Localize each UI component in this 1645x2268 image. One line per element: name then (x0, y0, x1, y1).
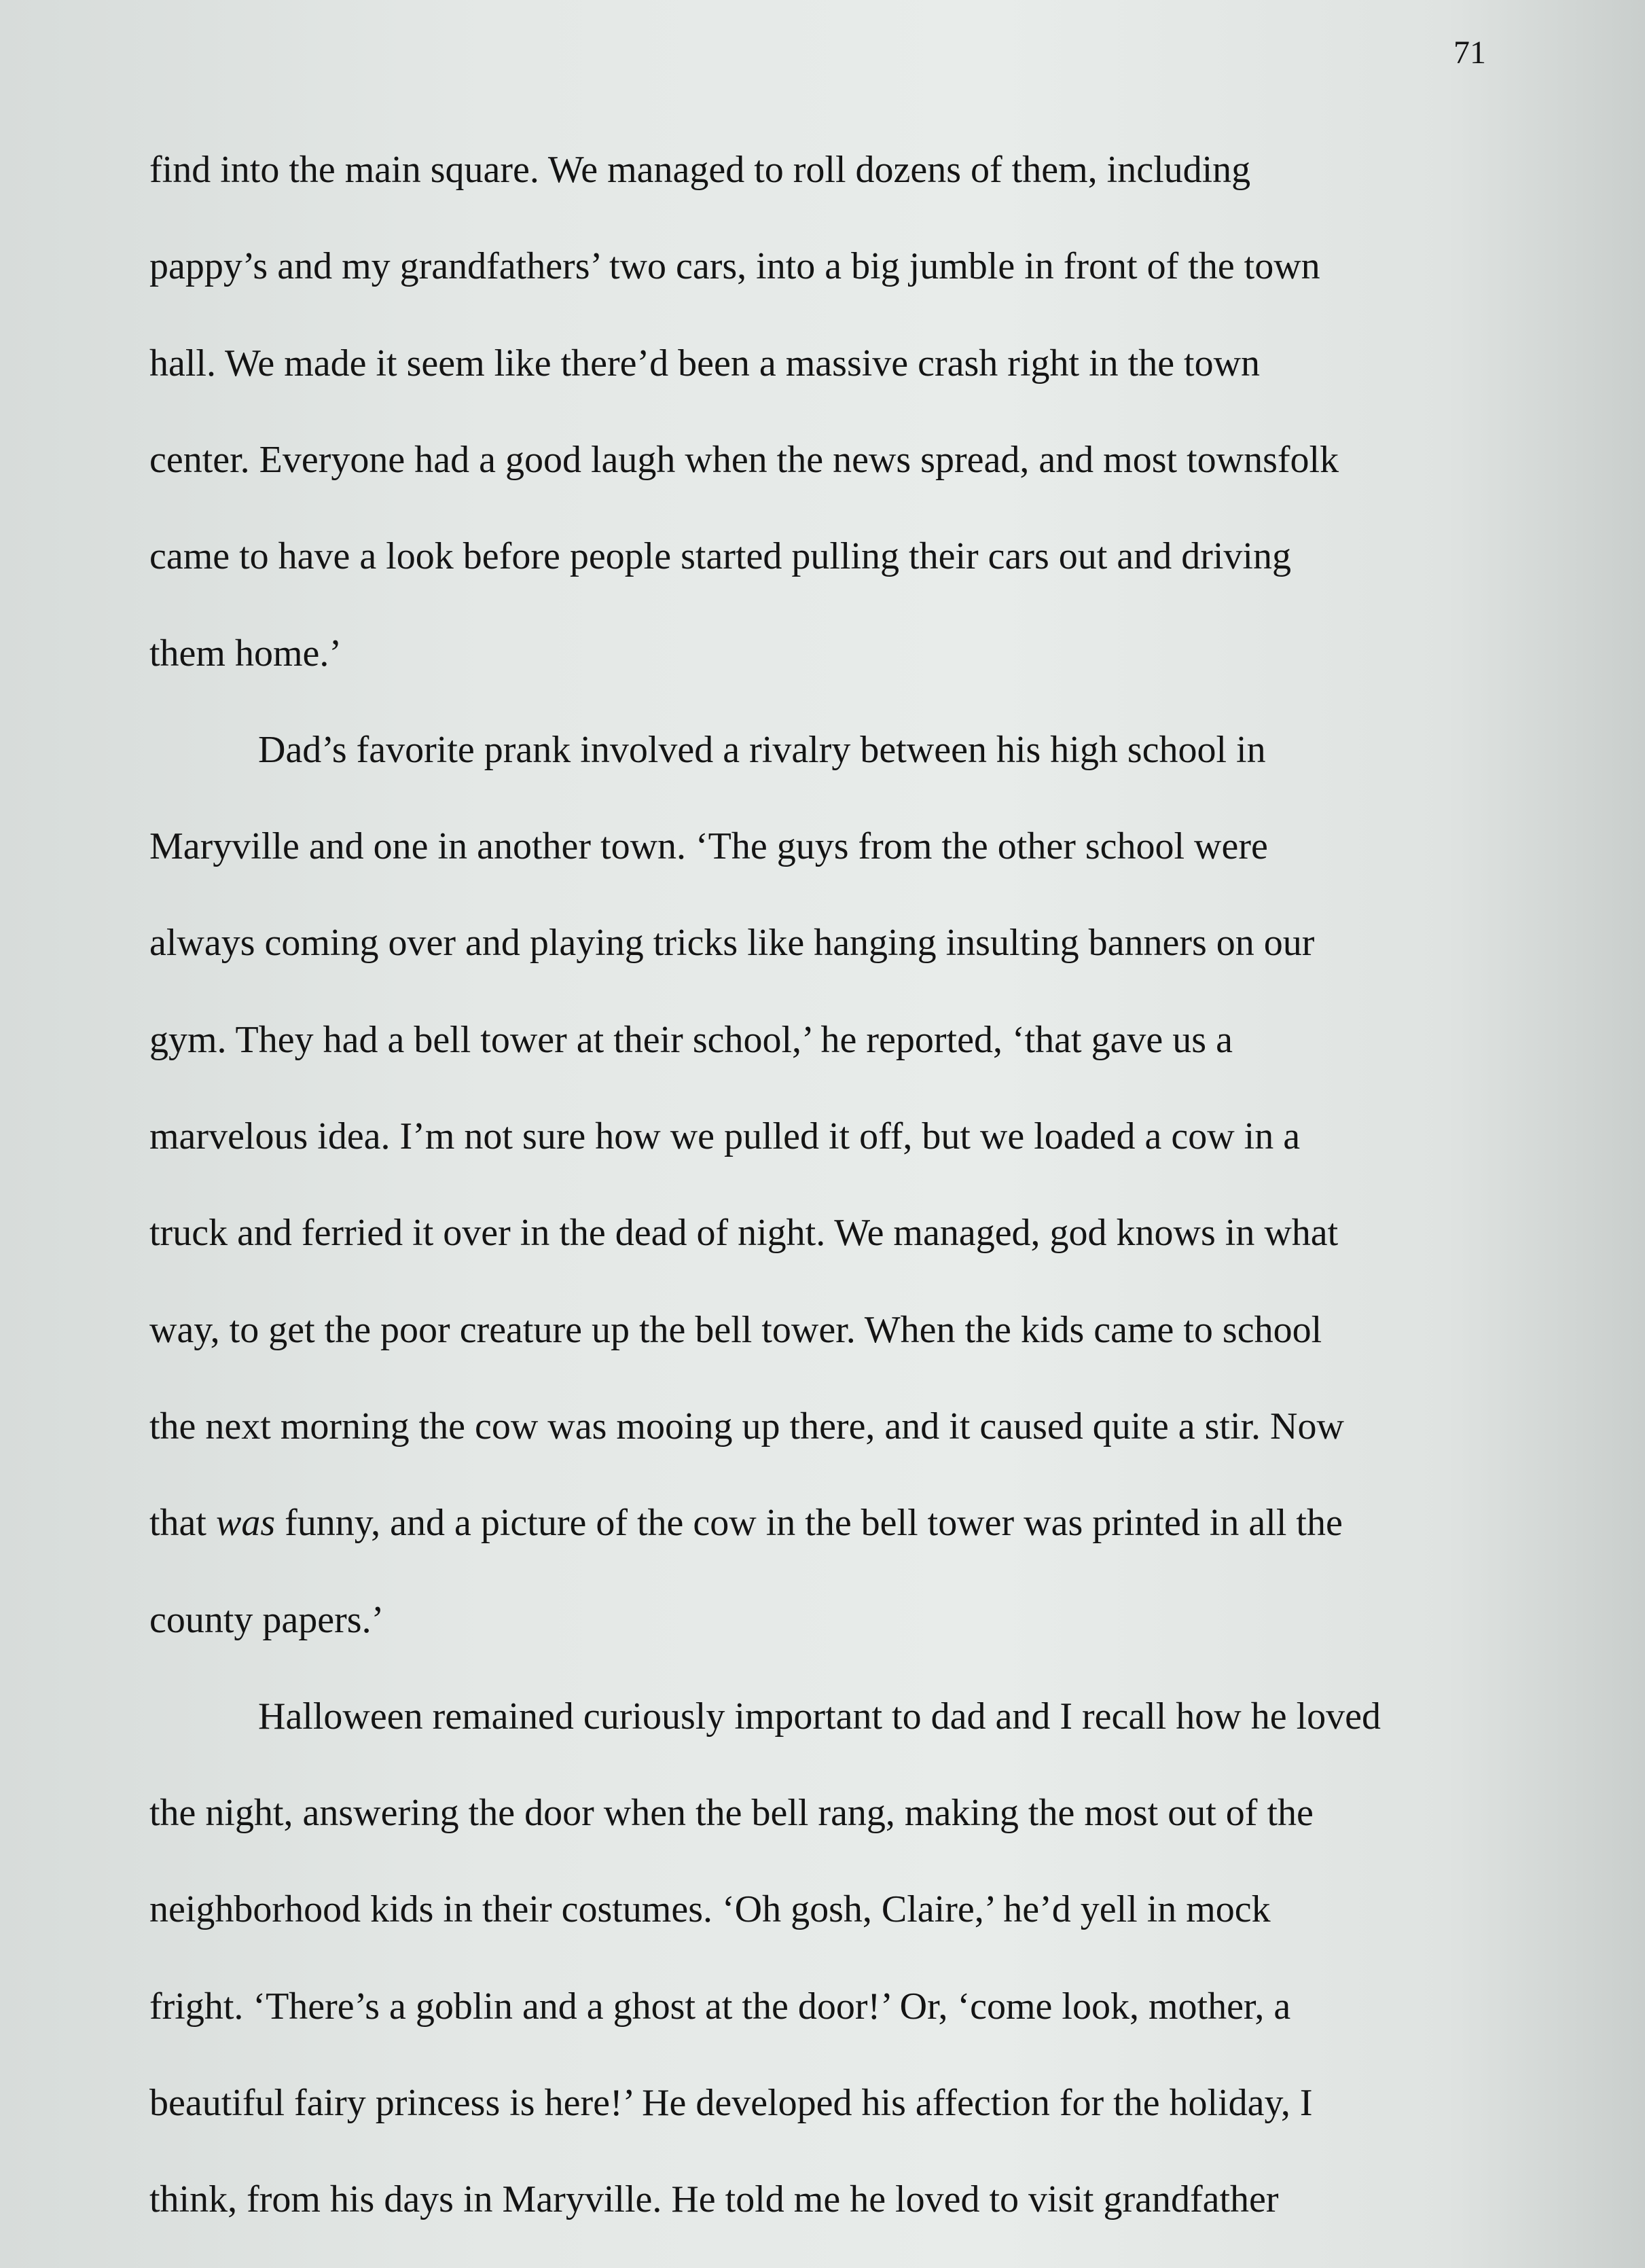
text-line: find into the main square. We managed to roll dozens of them, including (149, 149, 1251, 191)
page-number: 71 (1453, 35, 1486, 71)
text-line: Dad’s favorite prank involved a rivalry between his high school in (258, 728, 1266, 771)
text-line: county papers.’ (149, 1598, 384, 1641)
text-line: center. Everyone had a good laugh when the news spread, and most townsfolk (149, 438, 1339, 481)
text-line: them home.’ (149, 632, 342, 674)
text-line: truck and ferried it over in the dead of night. We managed, god knows in what (149, 1212, 1339, 1255)
text-line: think, from his days in Maryville. He told me he loved to visit grandfather (149, 2178, 1279, 2221)
text-line: gym. They had a bell tower at their school,’ he reported, ‘that gave us a (149, 1018, 1233, 1061)
text-segment: that (149, 1502, 216, 1545)
text-line: fright. ‘There’s a goblin and a ghost at the door!’ Or, ‘come look, mother, a (149, 1985, 1291, 2028)
text-line (149, 1496, 1343, 1550)
text-line: came to have a look before people started pulling their cars out and driving (149, 535, 1291, 578)
text-line: the next morning the cow was mooing up there, and it caused quite a stir. Now (149, 1405, 1344, 1447)
text-line: the night, answering the door when the bell rang, making the most out of the (149, 1792, 1314, 1835)
text-line: Maryville and one in another town. ‘The guys from the other school were (149, 825, 1268, 868)
text-line: hall. We made it seem like there’d been a massive crash right in the town (149, 342, 1261, 384)
text-line: beautiful fairy princess is here!’ He developed his affection for the holiday, I (149, 2082, 1313, 2124)
text-line: always coming over and playing tricks like hanging insulting banners on our (149, 922, 1315, 965)
text-line: marvelous idea. I’m not sure how we pulled it off, but we loaded a cow in a (149, 1115, 1301, 1157)
text-line: way, to get the poor creature up the bell tower. When the kids came to school (149, 1308, 1322, 1351)
text-segment: funny, and a picture of the cow in the bell tower was printed in all the (275, 1502, 1343, 1545)
text-line: Halloween remained curiously important to dad and I recall how he loved (258, 1695, 1381, 1738)
text-line: pappy’s and my grandfathers’ two cars, into a big jumble in front of the town (149, 245, 1320, 288)
text-line: neighborhood kids in their costumes. ‘Oh gosh, Claire,’ he’d yell in mock (149, 1888, 1271, 1931)
italic-text-segment: was (215, 1502, 276, 1545)
